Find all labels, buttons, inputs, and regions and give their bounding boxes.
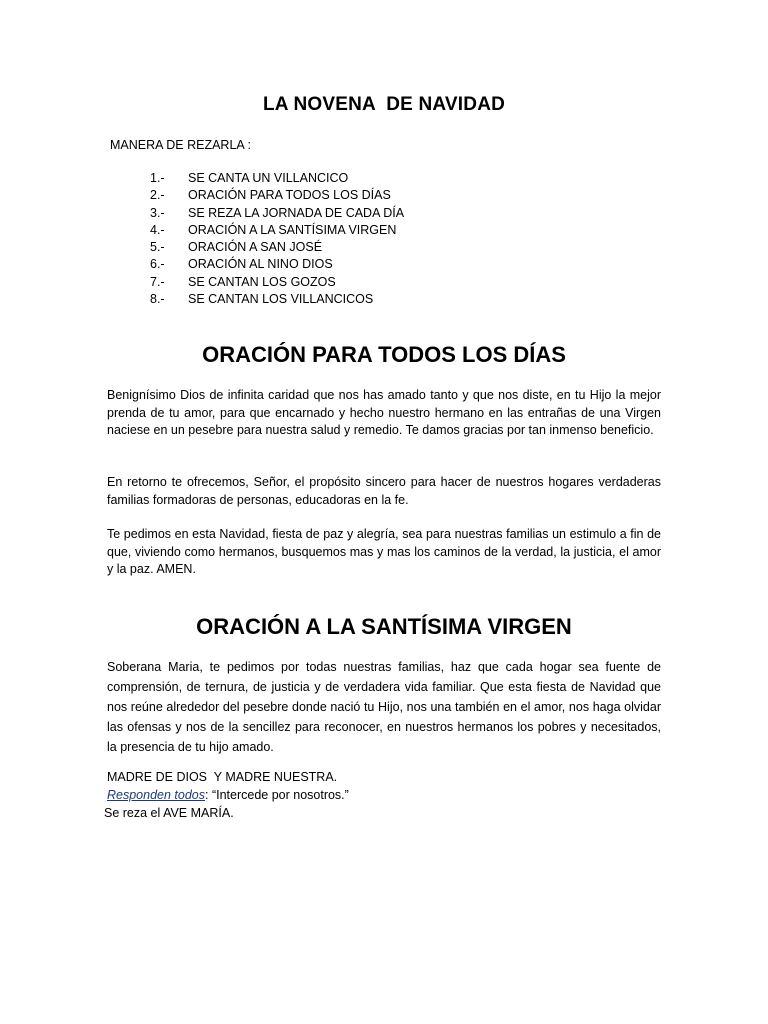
list-item: [150, 205, 404, 222]
step-number: 1.-: [150, 171, 165, 185]
section-title-oracion-todos: ORACIÓN PARA TODOS LOS DÍAS: [202, 342, 566, 367]
step-number: 6.-: [150, 257, 165, 272]
step-text: SE CANTA UN VILLANCICO: [188, 171, 349, 185]
step-number: 4.-: [150, 222, 165, 237]
list-item: [150, 187, 404, 204]
responden-line: [107, 788, 349, 802]
step-text: ORACIÓN AL NINO DIOS: [188, 257, 333, 272]
step-number: 2.-: [150, 188, 165, 203]
section-title-oracion-virgen: ORACIÓN A LA SANTÍSIMA VIRGEN: [196, 614, 572, 639]
paragraph: Te pedimos en esta Navidad, fiesta de paz y alegría, sea para nuestras familias un estimulo a fin de que, viviendo como hermanos, busquemos mas y mas los caminos de la verdad, la justicia, el amor y la paz. AMEN.: [107, 527, 661, 576]
responden-label: Responden todos: [107, 788, 205, 802]
step-number: 8.-: [150, 292, 165, 307]
step-text: SE REZA LA JORNADA DE CADA DÍA: [188, 205, 405, 220]
madre-line: MADRE DE DIOS Y MADRE NUESTRA.: [107, 770, 338, 784]
steps-list: [150, 170, 404, 308]
list-item: [150, 239, 404, 256]
list-item: [150, 170, 404, 187]
list-item: [150, 256, 404, 273]
document-title: LA NOVENA DE NAVIDAD: [262, 94, 506, 115]
manera-heading: MANERA DE REZARLA :: [110, 138, 252, 152]
list-item: [150, 274, 404, 291]
step-number: 3.-: [150, 205, 165, 220]
paragraph: Soberana Maria, te pedimos por todas nuestras familias, haz que cada hogar sea fuente de comprensión, de ternura, de justicia y de verdadera vida familiar. Que esta fiesta de Navidad que nos reúne alrededor del pesebre donde nació tu Hijo, nos una también en el amor, nos haga olvidar las ofensas y nos de la sencillez para reconocer, en nuestros hermanos los pobres y necesitados, la presencia de tu hijo amado.: [107, 660, 661, 754]
list-item: [150, 222, 404, 239]
list-item: [150, 291, 404, 308]
rezo-line: Se reza el AVE MARÍA.: [104, 806, 234, 820]
paragraph: En retorno te ofrecemos, Señor, el propósito sincero para hacer de nuestros hogares verdaderas familias formadoras de personas, educadoras en la fe.: [107, 475, 661, 507]
step-number: 5.-: [150, 240, 165, 255]
step-text: ORACIÓN A SAN JOSÉ: [188, 240, 323, 255]
step-text: SE CANTAN LOS VILLANCICOS: [188, 292, 374, 307]
step-text: SE CANTAN LOS GOZOS: [188, 274, 336, 289]
step-text: ORACIÓN PARA TODOS LOS DÍAS: [188, 188, 391, 203]
responden-text: : “Intercede por nosotros.”: [205, 788, 349, 802]
step-number: 7.-: [150, 274, 165, 289]
paragraph: Benignísimo Dios de infinita caridad que nos has amado tanto y que nos diste, en tu Hijo la mejor prenda de tu amor, para que encarnado y hecho nuestro hermano en las entrañas de una Virgen naciese en un pesebre para nuestra salud y remedio. Te damos gracias por tan inmenso beneficio.: [107, 388, 661, 437]
step-text: ORACIÓN A LA SANTÍSIMA VIRGEN: [188, 222, 397, 237]
